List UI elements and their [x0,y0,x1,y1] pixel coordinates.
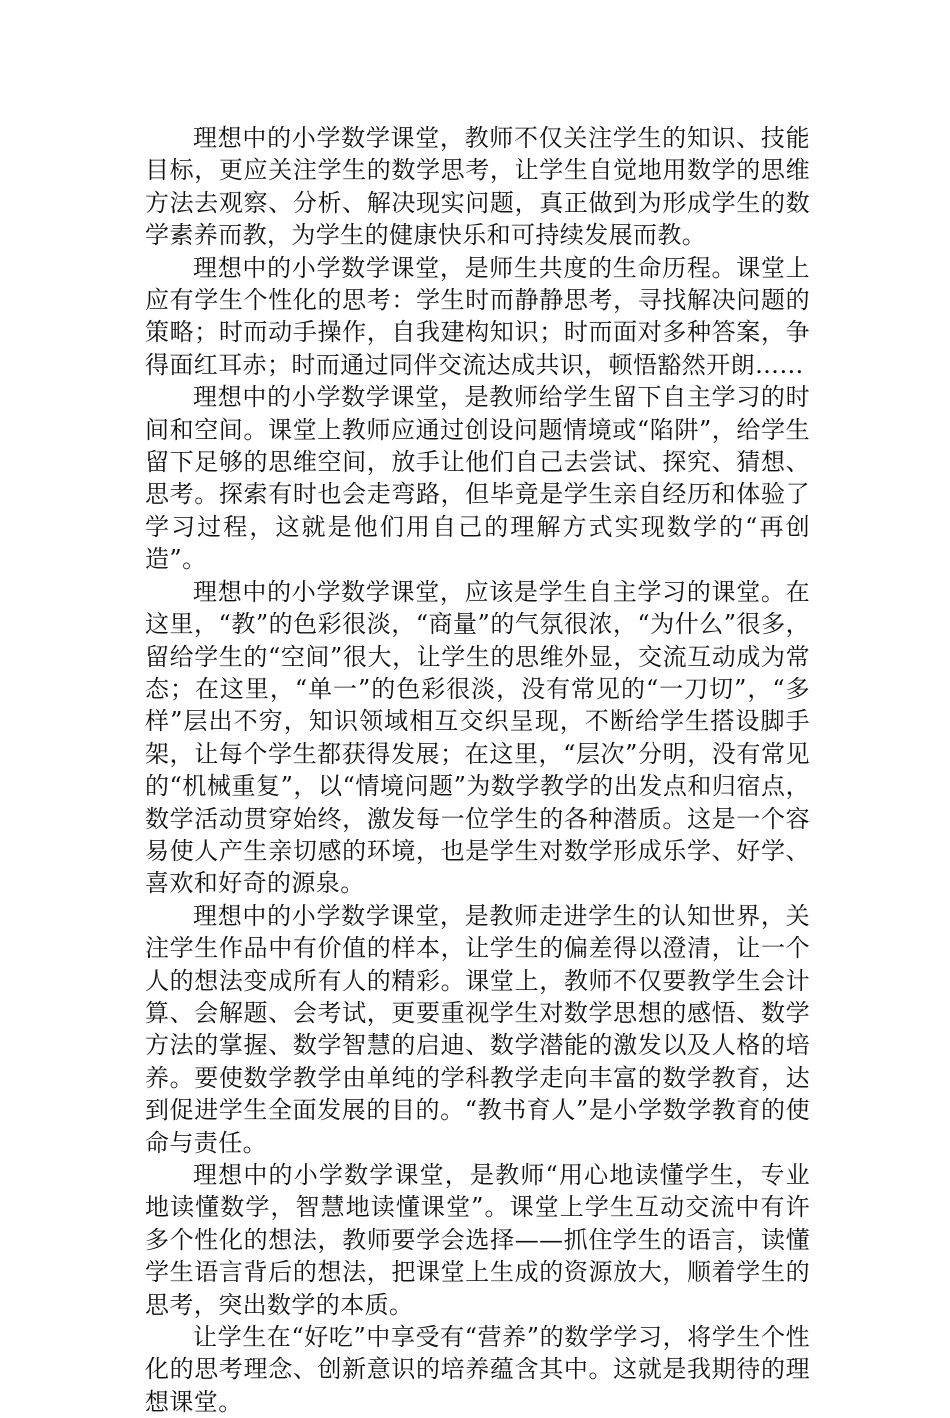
paragraph-4: 理想中的小学数学课堂，应该是学生自主学习的课堂。在这里，“教”的色彩很淡，“商量”的气氛很浓，“为什么”很多，留给学生的“空间”很大，让学生的思维外显，交流互动成为常态；在这里，“单一”的色彩很淡，没有常见的“一刀切”，“多样”层出不穷，知识领域相互交织呈现，不断给学生搭设脚手架，让每个学生都获得发展；在这里，“层次”分明，没有常见的“机械重复”，以“情境问题”为数学教学的出发点和归宿点，数学活动贯穿始终，激发每一位学生的各种潜质。这是一个容易使人产生亲切感的环境，也是学生对数学形成乐学、好学、喜欢和好奇的源泉。 [145,577,810,898]
document-page [145,122,810,1418]
paragraph-2: 理想中的小学数学课堂，是师生共度的生命历程。课堂上应有学生个性化的思考：学生时而静静思考，寻找解决问题的策略；时而动手操作，自我建构知识；时而面对多种答案，争得面红耳赤；时而通过同伴交流达成共识，顿悟豁然开朗…… [145,253,810,379]
paragraph-7: 让学生在“好吃”中享受有“营养”的数学学习，将学生个性化的思考理念、创新意识的培养蕴含其中。这就是我期待的理想课堂。 [145,1323,810,1416]
paragraph-5: 理想中的小学数学课堂，是教师走进学生的认知世界，关注学生作品中有价值的样本，让学生的偏差得以澄清，让一个人的想法变成所有人的精彩。课堂上，教师不仅要教学生会计算、会解题、会考试，更要重视学生对数学思想的感悟、数学方法的掌握、数学智慧的启迪、数学潜能的激发以及人格的培养。要使数学教学由单纯的学科教学走向丰富的数学教育，达到促进学生全面发展的目的。“教书育人”是小学数学教育的使命与责任。 [145,901,810,1157]
paragraph-3: 理想中的小学数学课堂，是教师给学生留下自主学习的时间和空间。课堂上教师应通过创设问题情境或“陷阱”，给学生留下足够的思维空间，放手让他们自己去尝试、探究、猜想、思考。探索有时也会走弯路，但毕竟是学生亲自经历和体验了学习过程，这就是他们用自己的理解方式实现数学的“再创造”。 [145,383,810,574]
paragraph-6: 理想中的小学数学课堂，是教师“用心地读懂学生，专业地读懂数学，智慧地读懂课堂”。课堂上学生互动交流中有许多个性化的想法，教师要学会选择——抓住学生的语言，读懂学生语言背后的想法，把课堂上生成的资源放大，顺着学生的思考，突出数学的本质。 [145,1161,810,1319]
paragraph-1: 理想中的小学数学课堂，教师不仅关注学生的知识、技能目标，更应关注学生的数学思考，让学生自觉地用数学的思维方法去观察、分析、解决现实问题，真正做到为形成学生的数学素养而教，为学生的健康快乐和可持续发展而教。 [145,124,810,250]
